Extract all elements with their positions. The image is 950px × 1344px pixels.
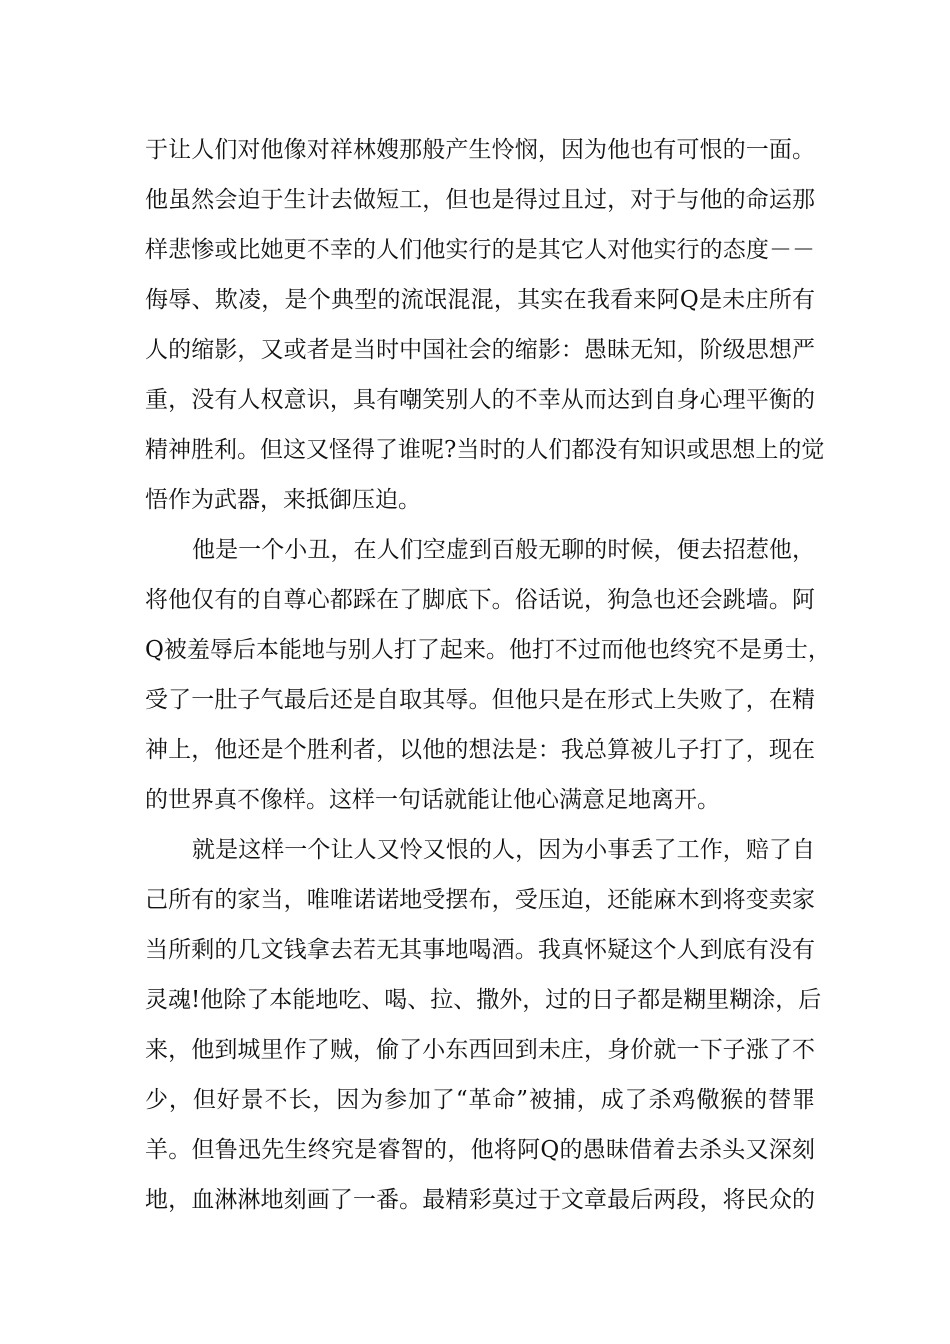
text-line: 人的缩影，又或者是当时中国社会的缩影：愚昧无知，阶级思想严 — [145, 337, 815, 363]
text-line: 来，他到城里作了贼，偷了小东西回到未庄，身价就一下子涨了不 — [145, 1037, 815, 1063]
text-line: 他是一个小丑，在人们空虚到百般无聊的时候，便去招惹他， — [192, 537, 815, 563]
text-line: 侮辱、欺凌，是个典型的流氓混混，其实在我看来阿Q是未庄所有 — [145, 287, 815, 313]
text-line: 样悲惨或比她更不幸的人们他实行的是其它人对他实行的态度－－ — [145, 237, 815, 263]
text-line: 灵魂!他除了本能地吃、喝、拉、撒外，过的日子都是糊里糊涂，后 — [145, 987, 822, 1013]
text-line: 于让人们对他像对祥林嫂那般产生怜悯，因为他也有可恨的一面。 — [145, 137, 815, 163]
text-line: 将他仅有的自尊心都踩在了脚底下。俗话说，狗急也还会跳墙。阿 — [145, 587, 815, 613]
text-line: 他虽然会迫于生计去做短工，但也是得过且过，对于与他的命运那 — [145, 187, 815, 213]
text-line: 悟作为武器，来抵御压迫。 — [145, 487, 421, 513]
text-line: 羊。但鲁迅先生终究是睿智的，他将阿Q的愚昧借着去杀头又深刻 — [145, 1137, 815, 1163]
text-line: 的世界真不像样。这样一句话就能让他心满意足地离开。 — [145, 787, 720, 813]
text-line: 己所有的家当，唯唯诺诺地受摆布，受压迫，还能麻木到将变卖家 — [145, 887, 815, 913]
text-line: 就是这样一个让人又怜又恨的人，因为小事丢了工作，赔了自 — [192, 837, 815, 863]
text-line: 精神胜利。但这又怪得了谁呢?当时的人们都没有知识或思想上的觉 — [145, 437, 825, 463]
text-line: 受了一肚子气最后还是自取其辱。但他只是在形式上失败了，在精 — [145, 687, 815, 713]
text-line: 地，血淋淋地刻画了一番。最精彩莫过于文章最后两段，将民众的 — [145, 1187, 815, 1213]
text-line: 当所剩的几文钱拿去若无其事地喝酒。我真怀疑这个人到底有没有 — [145, 937, 815, 963]
text-line: 重，没有人权意识，具有嘲笑别人的不幸从而达到自身心理平衡的 — [145, 387, 815, 413]
text-line: Q被羞辱后本能地与别人打了起来。他打不过而他也终究不是勇士， — [145, 637, 831, 663]
text-line: 少，但好景不长，因为参加了“革命”被捕，成了杀鸡儆猴的替罪 — [145, 1087, 815, 1113]
text-line: 神上，他还是个胜利者，以他的想法是：我总算被儿子打了，现在 — [145, 737, 815, 763]
